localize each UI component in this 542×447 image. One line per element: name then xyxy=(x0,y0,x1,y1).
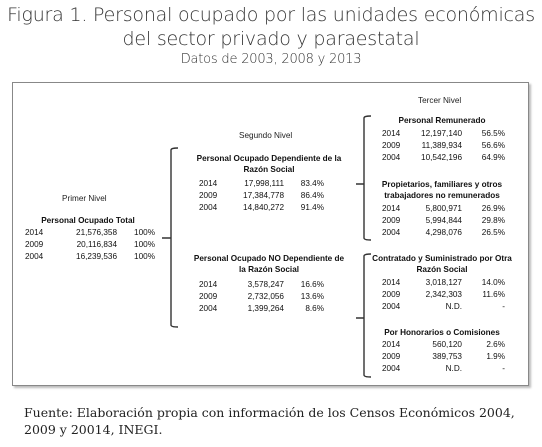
pct-cell: 56.6% xyxy=(481,141,505,150)
year-cell: 2009 xyxy=(25,240,44,249)
table-row xyxy=(199,291,324,303)
table-row xyxy=(382,301,505,313)
box-title-line2: la Razón Social xyxy=(238,265,300,274)
value-cell: 389,753 xyxy=(432,352,462,361)
value-cell: 2,342,303 xyxy=(425,290,462,299)
value-cell: 4,298,076 xyxy=(425,228,462,237)
box-title-line2: Razón Social xyxy=(416,265,468,274)
table-row xyxy=(199,202,324,214)
pct-cell: 26.5% xyxy=(481,228,505,237)
value-cell: 12,197,140 xyxy=(421,129,462,138)
box-title-line2: trabajadores no remunerados xyxy=(384,191,500,200)
table-row xyxy=(199,178,324,190)
pct-cell: 2.6% xyxy=(486,340,505,349)
bracket-level1 xyxy=(162,148,178,327)
source-note: Fuente: Elaboración propia con información de los Censos Económicos 2004, 2009 y 20014, INEGI. xyxy=(24,405,515,437)
year-cell: 2004 xyxy=(382,364,401,373)
year-cell: 2014 xyxy=(382,340,401,349)
year-cell: 2004 xyxy=(199,203,218,212)
value-cell: 2,732,056 xyxy=(247,292,284,301)
year-cell: 2014 xyxy=(382,278,401,287)
pct-cell: - xyxy=(502,364,505,373)
year-cell: 2014 xyxy=(382,129,401,138)
year-cell: 2014 xyxy=(199,179,218,188)
year-cell: 2014 xyxy=(199,280,218,289)
pct-cell: - xyxy=(502,302,505,311)
value-cell: N.D. xyxy=(445,364,462,373)
table-row xyxy=(382,351,505,363)
box-title-line1: Personal Ocupado Dependiente de la xyxy=(196,154,342,163)
level2-box-no-dependiente-title xyxy=(181,253,357,275)
value-cell: 11,389,934 xyxy=(421,141,462,150)
pct-cell: 91.4% xyxy=(300,203,324,212)
value-cell: 21,576,358 xyxy=(76,228,117,237)
level2-label: Segundo Nivel xyxy=(239,131,293,140)
table-row xyxy=(199,303,324,315)
value-cell: 560,120 xyxy=(432,340,462,349)
level3-box-propietarios-title xyxy=(372,179,512,201)
value-cell: 10,542,196 xyxy=(421,153,462,162)
value-cell: 3,018,127 xyxy=(425,278,462,287)
table-row xyxy=(382,227,505,239)
pct-cell: 1.9% xyxy=(486,352,505,361)
level1-table xyxy=(25,227,155,263)
level3-box-honorarios-title: Por Honorarios o Comisiones xyxy=(384,328,500,337)
year-cell: 2009 xyxy=(199,191,218,200)
table-row xyxy=(382,215,505,227)
level2-box-dependiente-title xyxy=(181,153,357,175)
figure-subtitle: Datos de 2003, 2008 y 2013 xyxy=(180,52,362,67)
year-cell: 2009 xyxy=(382,141,401,150)
value-cell: 17,384,778 xyxy=(243,191,284,200)
value-cell: 5,800,971 xyxy=(425,204,462,213)
box-title-line1: Personal Ocupado NO Dependiente de xyxy=(193,254,345,263)
figure-title: Figura 1. Personal ocupado por las unidades económicas xyxy=(7,4,535,26)
pct-cell: 29.8% xyxy=(481,216,505,225)
level3-box-contratado-title xyxy=(372,253,512,275)
pct-cell: 14.0% xyxy=(481,278,505,287)
table-row xyxy=(382,363,505,375)
year-cell: 2014 xyxy=(382,204,401,213)
value-cell: 3,578,247 xyxy=(247,280,284,289)
value-cell: 1,399,264 xyxy=(247,304,284,313)
bracket-level2-bottom xyxy=(356,254,371,377)
level3-table-remunerado xyxy=(382,128,505,164)
table-row xyxy=(25,251,155,263)
year-cell: 2004 xyxy=(382,302,401,311)
box-title-line1: Contratado y Suministrado por Otra xyxy=(372,254,512,263)
value-cell: 20,116,834 xyxy=(76,240,117,249)
pct-cell: 16.6% xyxy=(300,280,324,289)
box-title-line1: Propietarios, familiares y otros xyxy=(381,180,503,189)
pct-cell: 86.4% xyxy=(300,191,324,200)
table-row xyxy=(382,128,505,140)
table-row xyxy=(382,277,505,289)
year-cell: 2009 xyxy=(382,290,401,299)
value-cell: 5,994,844 xyxy=(425,216,462,225)
year-cell: 2014 xyxy=(25,228,44,237)
figure-title-line2: del sector privado y paraestatal xyxy=(122,28,420,50)
pct-cell: 100% xyxy=(134,240,155,249)
year-cell: 2009 xyxy=(382,216,401,225)
box-title-line2: Razón Social xyxy=(243,165,295,174)
pct-cell: 64.9% xyxy=(481,153,505,162)
table-row xyxy=(382,339,505,351)
pct-cell: 83.4% xyxy=(300,179,324,188)
value-cell: 16,239,536 xyxy=(76,252,117,261)
bracket-level2-top xyxy=(356,116,371,240)
table-row xyxy=(25,239,155,251)
pct-cell: 100% xyxy=(134,252,155,261)
pct-cell: 26.9% xyxy=(481,204,505,213)
table-row xyxy=(199,279,324,291)
pct-cell: 11.6% xyxy=(482,290,505,299)
level3-box-remunerado-title: Personal Remunerado xyxy=(398,116,486,125)
level2-table-no-dependiente xyxy=(199,279,324,315)
pct-cell: 8.6% xyxy=(305,304,324,313)
table-row xyxy=(199,190,324,202)
level3-table-propietarios xyxy=(382,203,505,239)
year-cell: 2004 xyxy=(382,228,401,237)
level3-table-contratado xyxy=(382,277,505,313)
year-cell: 2009 xyxy=(382,352,401,361)
level2-table-dependiente xyxy=(199,178,324,214)
value-cell: 17,998,111 xyxy=(244,179,284,188)
table-row xyxy=(382,203,505,215)
level1-label: Primer Nivel xyxy=(62,194,107,203)
value-cell: N.D. xyxy=(445,302,462,311)
year-cell: 2004 xyxy=(25,252,44,261)
year-cell: 2004 xyxy=(199,304,218,313)
pct-cell: 56.5% xyxy=(481,129,505,138)
table-row xyxy=(25,227,155,239)
table-row xyxy=(382,140,505,152)
level3-table-honorarios xyxy=(382,339,505,375)
year-cell: 2009 xyxy=(199,292,218,301)
level1-box-title: Personal Ocupado Total xyxy=(41,216,135,225)
pct-cell: 13.6% xyxy=(300,292,324,301)
value-cell: 14,840,272 xyxy=(243,203,284,212)
year-cell: 2004 xyxy=(382,153,401,162)
table-row xyxy=(382,152,505,164)
pct-cell: 100% xyxy=(134,228,155,237)
table-row xyxy=(382,289,505,301)
level3-label: Tercer Nivel xyxy=(418,96,462,105)
